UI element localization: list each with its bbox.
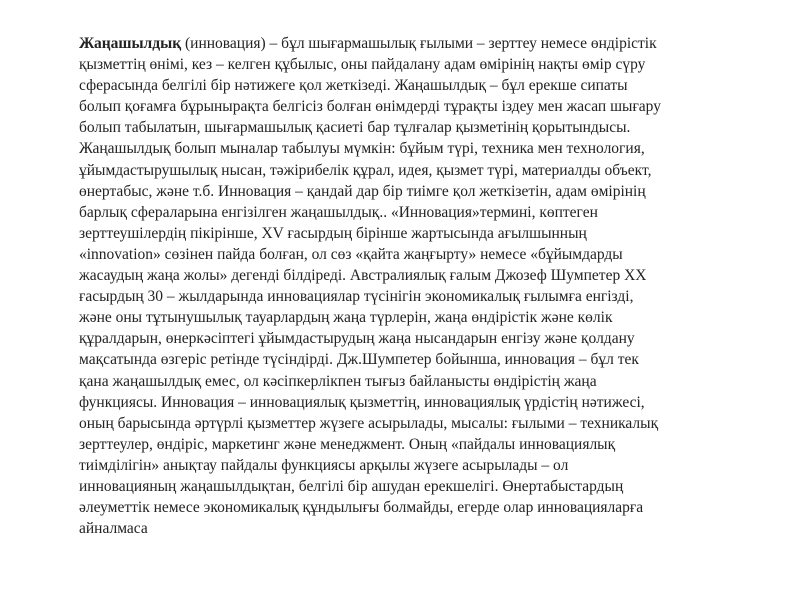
text-line: жасаудың жаңа жолы» дегенді білдіреді. Австралиялық ғалым Джозеф Шумпетер XX [79, 267, 647, 285]
body-paragraph [79, 33, 751, 539]
text-line: және оны тұтынушылық тауарлардың жаңа түрлерін, жаңа өндірістік және көлік [79, 309, 613, 327]
text-line: қызметтің өнімі, кез – келген құбылыс, оны пайдалану адам өмірінің нақты өмір сүру [79, 56, 646, 74]
document-page [79, 33, 751, 539]
text-line: құралдарын, өнеркәсіптегі ұйымдастырудың жаңа нысандарын енгізу және қолдану [79, 330, 635, 348]
text-line: өнертабыс, және т.б. Инновация – қандай дар бір тиімге қол жеткізетін, адам өмірінің [79, 182, 646, 200]
text-line: қана жаңашылдық емес, ол кәсіпкерлікпен тығыз байланысты өндірістің жаңа [79, 372, 597, 390]
text-line: тиімділігін» анықтау пайдалы функциясы арқылы жүзеге асырылады – ол [79, 456, 569, 474]
text-line: оның барысында әртүрлі қызметтер жүзеге асырылады, мысалы: ғылыми – техникалық [79, 414, 659, 432]
text-line: инновацияның жаңашылдықтан, белгілі бір ашудан ерекшелігі. Өнертабыстардың [79, 477, 624, 495]
text-line: (инновация) – бұл шығармашылық ғылыми – зерттеу немесе өндірістік [181, 35, 657, 52]
text-line: функциясы. Инновация – инновациялық қызметтің, инновациялық үрдістің нәтижесі, [79, 393, 645, 411]
text-line: ұйымдастырушылық нысан, тәжірибелік құрал, идея, қызмет түрі, материалды объект, [79, 161, 652, 179]
text-line: «innovation» сөзінен пайда болған, ол сөз «қайта жаңғырту» немесе «бұйымдарды [79, 245, 623, 263]
term-heading: Жаңашылдық [79, 35, 182, 52]
text-line: ғасырдың 30 – жылдарында инновациялар түсінігін экономикалық ғылымға енгізді, [79, 288, 634, 306]
text-line: әлеуметтік немесе экономикалық құндылығы болмайды, егерде олар инновацияларға [79, 499, 644, 517]
text-line: зерттеушілердің пікірінше, XV ғасырдың бірінше жартысында ағылшынның [79, 224, 587, 242]
text-line: болып қоғамға бұрынырақта белгісіз болған өнімдерді тұрақты іздеу мен жасап шығару [79, 98, 661, 116]
text-line: сферасында белгілі бір нәтижеге қол жеткізеді. Жаңашылдық – бұл ерекше сипаты [79, 77, 628, 95]
text-line: зерттеулер, өндіріс, маркетинг және менеджмент. Оның «пайдалы инновациялық [79, 435, 616, 453]
text-line: мақсатында өзгеріс ретінде түсіндірді. Дж.Шумпетер бойынша, инновация – бұл тек [79, 351, 639, 369]
text-line: болып табылатын, шығармашылық қасиеті бар тұлғалар қызметінің қорытындысы. [79, 119, 631, 137]
text-line: Жаңашылдық болып мыналар табылуы мүмкін: бұйым түрі, техника мен технология, [79, 140, 645, 158]
text-line: айналмаса [79, 520, 148, 538]
text-line: барлық сфераларына енгізілген жаңашылдық.. «Инновация»термині, көптеген [79, 203, 598, 221]
